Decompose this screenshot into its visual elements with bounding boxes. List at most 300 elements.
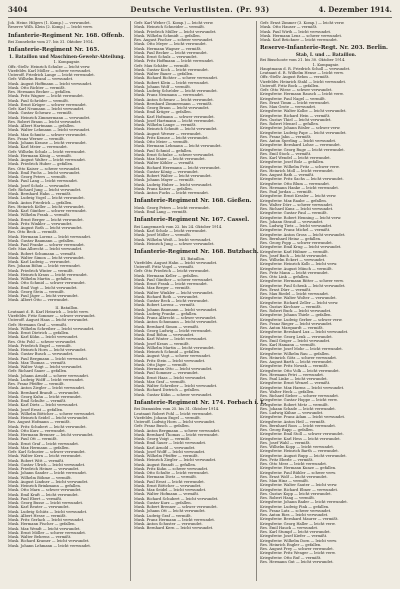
casualty-entry: Res. Wilhelm Eckert — verwundet. [260,258,326,262]
casualty-entry: Kriegsfreiw. Paul Bühler — schwer verw. [260,470,337,475]
casualty-entry: Musk. Fritz Krause — leicht verwundet. [134,135,209,140]
casualty-entry: Musk. Friedrich Müller — leicht verwundet. [134,29,217,34]
casualty-entry: Musk. Max Thomas — vermißt. [8,360,67,365]
casualty-entry: Musk. Bernhard Kern — leicht verwundet. [134,526,214,531]
casualty-entry: Res. Gustav Thiel — leicht verwundet. [260,117,332,122]
casualty-entry: Bei Bixschoote vom 21. bis 30. Oktober 1914. [260,58,346,63]
casualty-entry: Res. Franz Jahn — vermißt. [260,134,312,139]
casualty-entry: Musk. Wilhelm Weiß — leicht verwundet. [134,237,212,242]
casualty-entry: Musk. Georg Voigt — vermißt. [134,437,191,441]
casualty-entry: Musk. Otto Meier — vermißt. [134,140,189,144]
casualty-entry: Musk. Albert Hesse — vermißt. [8,513,67,518]
casualty-entry: Kriegsfreiw. Emil Stoll — schwer verwundet. [260,432,344,437]
casualty-entry: Res. Fritz Mann — leicht verwundet. [260,270,329,275]
casualty-entry: Musk. Georg Peters — leicht verwundet. [134,205,210,210]
casualty-entry: Musk. Ernst Schulz — verwundet. [134,55,198,59]
casualty-entry: Kriegsfreiw. Wilhelm Fritz — schwer verw. [260,164,340,169]
casualty-entry: Kriegsfreiw. Robert Henning — leicht verw. [260,215,342,220]
casualty-entry: Kriegsfreiw. August Rupp — leicht verwundet. [260,453,347,458]
casualty-entry: Musk. Bernhard Brandt — verwundet. [8,390,80,395]
casualty-entry: Res. August Rath — vermißt. [260,173,315,177]
casualty-entry: Res. Johann Böhm — leicht verwundet. [8,264,81,269]
casualty-entry: Musk. Anton Schumann — leicht verwundet. [134,320,218,325]
casualty-entry: Res. Emil Hauck — verwundet. [260,525,319,530]
casualty-entry: Musk. Franz Kaiser — gefallen. [134,186,193,191]
casualty-entry: Hauptmann d. R. Friedrich Scholl — verwundet. [260,66,351,71]
casualty-entry: Kriegsfreiw. Franz Michel — vermißt. [260,228,331,233]
casualty-entry: Kriegsfreiw. Heinrich Barth — verwundet. [260,449,339,454]
casualty-entry: Kriegsfreiw. Ludwig Pape — leicht verwundet. [260,130,347,135]
casualty-entry: Res. Hermann Becker — gefallen. [8,90,72,94]
unit-heading: III. Bataillon. [180,256,206,261]
casualty-entry: Offz.-Stellv. Heinrich Schulze — leicht verw. [8,64,91,69]
casualty-entry: Musk. Ernst Dietrich — gefallen. [8,331,70,335]
page-number: 3404 [8,5,28,14]
casualty-entry: Musk. Josef Hartmann — leicht verwundet. [134,118,215,123]
casualty-entry: Musk. Richard Roth — verwundet. [134,294,199,299]
casualty-entry: Musk. Gustav Busch — verwundet. [8,352,74,357]
casualty-entry: Gefr. Richard Jung — leicht verwundet. [8,187,82,192]
casualty-entry: Bei Zonnebeke vom 27. bis 31. Oktober 1914. [8,40,94,44]
regiment-heading: Infanterie-Regiment Nr. 168. Butzbach. [134,249,259,255]
casualty-entry: Kriegsfreiw. Otto Ruf — vermißt. [260,555,322,560]
casualty-entry: Musk. Paul Ernst — leicht verwundet. [134,479,205,484]
casualty-entry: Res. Fritz Eberle — vermißt. [260,457,314,462]
casualty-entry: Res. Hermann Petri — verwundet. [260,372,325,377]
casualty-entry: Musk. Ludwig Schröder — leicht verwundet. [134,89,218,93]
casualty-entry: Musk. Karl Arnold — verwundet. [134,445,196,450]
casualty-entry: Musk. Anton Friedrich — gefallen. [8,200,73,205]
casualty-entry: Musk. Robert Walter — leicht verwundet. [134,174,212,178]
casualty-entry: Kriegsfreiw. Otto Blum — verwundet. [260,181,330,186]
unit-heading: 1. Kompagnie. [53,60,81,65]
casualty-entry: Musk. Albert Otto — verwundet. [8,298,69,303]
casualty-entry: Res. Max Grote — verwundet. [260,105,317,109]
casualty-entry: Musk. August Hoffmann — leicht verwundet. [8,81,93,86]
casualty-entry: Res. Hermann Gut — leicht verwundet. [260,559,334,564]
casualty-entry: Bei Dixmuiden vom 25. bis 31. Oktober 1914. [134,407,220,412]
casualty-entry: Musk. Ludwig Schütz — leicht verwundet. [8,509,88,514]
casualty-entry: Musk. Max Berger — vermißt. [134,286,191,291]
casualty-entry: Unteroff. Ludwig Horn — leicht verwundet. [134,420,216,424]
casualty-entry: Musk. Bernhard Zimmermann — vermißt. [134,101,213,106]
casualty-entry: Musk. Otto Schmid — schwer verwundet. [8,281,86,286]
casualty-entry: Res. Josef Wahl — vermißt. [260,440,311,445]
casualty-entry: Musk. Gustav Koch — leicht verwundet. [134,67,209,72]
casualty-entry: Res. Gustav Kopp — leicht verwundet. [260,491,332,496]
casualty-entry: Musk. Anton Ziegler — leicht verwundet. [8,386,86,391]
casualty-entry: Musk. Ernst Möller — schwer verwundet. [8,530,87,535]
casualty-entry: Musk. Bernhard Hahn — vermißt. [8,192,72,196]
casualty-entry: Res. Otto Link — gefallen. [260,275,310,279]
casualty-entry: Res. Richard Kunz — leicht verwundet. [260,207,334,211]
casualty-entry: Musk. Max Wendt — leicht verwundet. [8,526,81,531]
casualty-entry: Musk. Walter Kern — leicht verwundet. [8,454,82,459]
casualty-entry: Kriegsfreiw. Otto Volk — leicht verwundet. [260,368,340,373]
casualty-entry: Musk. Ludwig Vogel — leicht verwundet. [8,196,85,201]
column-divider [256,21,257,581]
casualty-entry: Res. Heinrich Engler — gefallen. [260,542,322,547]
casualty-entry: Musk. Wilhelm Martin — gefallen. [8,277,73,281]
casualty-entry: Res. Josef Bach — leicht verwundet. [260,253,328,258]
casualty-entry: Musk. Hermann Brenner — leicht verwundet. [8,433,94,437]
casualty-entry: Musk. Otto Kurz — verwundet. [8,428,66,433]
casualty-entry: Musk. Paul Ott — vermißt. [8,437,58,442]
casualty-entry: Musk. Fritz Stein — leicht verwundet. [134,358,206,363]
casualty-entry: Musk. Johann Krause — leicht verwundet. [8,141,87,145]
casualty-entry: Kriegsfreiw. Bernhard Maurer — vermißt. [260,517,339,522]
casualty-entry: Res. Paul Linke — leicht verwundet. [260,377,328,381]
casualty-entry: Kriegsfreiw. Wilhelm Rau — gefallen. [260,351,330,356]
casualty-entry: Gefr. Karl Weber (1. Komp.) — leicht verw. [134,21,214,25]
casualty-entry: Musk. Gustav Baumann — gefallen. [8,238,75,243]
regiment-heading: Reserve-Infanterie-Regt. Nr. 203. Berlin. [260,45,388,52]
casualty-entry: Musk. Paul Ebert — vermißt. [8,496,63,501]
casualty-entry: Res. August Hofmann — vermißt. [8,420,71,425]
casualty-entry: Musk. Friedrich Heinze — verwundet. [8,467,80,471]
casualty-entry: Kriegsfreiw. Gustav Hoppe — leicht verw. [260,398,338,403]
casualty-entry: Kriegsfreiw. Hermann Ritter — schwer verw. [260,279,344,284]
casualty-entry: Musk. August Werner — verwundet. [134,131,202,136]
casualty-entry: Gefr. Karl Neumann — leicht verwundet. [8,107,85,111]
unit-heading: 1. Kompagnie. [312,62,340,67]
casualty-entry: Musk. Karl Winter — leicht verwundet. [134,337,208,342]
casualty-entry: Res. Ernst Dürr — vermißt. [260,287,312,292]
casualty-entry: Musk. Johann Lehmann — leicht verwundet. [8,543,92,548]
casualty-entry: Musk. Heinrich Kraus — leicht verwundet. [8,272,88,277]
casualty-entry: Kriegsfreiw. Anton Heil — vermißt. [260,419,326,424]
casualty-entry: Joh. Heinr. Hilgers (1. Komp.) — verwundet. [8,21,91,25]
casualty-entry: Musk. Gustav Beck — leicht verwundet. [134,299,209,303]
casualty-entry: Kriegsfreiw. Georg Lenk — verwundet. [260,334,333,339]
casualty-entry: Musk. Ernst Krüger — schwer verwundet. [8,102,87,107]
casualty-entry: Musk. Richard Richter — schwer verwundet. [134,76,219,81]
casualty-entry: Musk. Heinrich Schneider — vermißt. [134,25,205,30]
regiment-heading: Infanterie-Regiment Nr. 167. Cassel. [134,217,250,224]
casualty-entry: Musk. Otto Hauser — vermißt. [260,25,318,30]
casualty-entry: Res. Emil Stock — vermißt. [260,151,312,156]
casualty-entry: Musk. Paul Jäger — leicht verwundet. [8,294,79,298]
casualty-entry: Unteroff. Fritz Vogel — vermißt. [134,265,195,269]
casualty-entry: Musk. Walter Bauer — gefallen. [134,72,194,76]
casualty-entry: Res. Karl Wendel — leicht verwundet. [260,156,331,160]
casualty-entry: Res. Franz Werner — vermißt. [8,136,65,141]
casualty-entry: Kriegsfreiw. Max Raabe — gefallen. [260,198,327,203]
casualty-entry: Musk. Max Hermann — gefallen. [8,445,70,450]
casualty-entry: Res. Georg Popp — schwer verwundet. [260,241,333,245]
casualty-entry: Vizefeldw. August Hahn — leicht verwundet. [134,260,218,265]
casualty-entry: Musk. Max Graf — vermißt. [134,379,186,384]
casualty-entry: Res. Ludwig Tietz — leicht verwundet. [260,224,333,228]
casualty-entry: Musk. Heinrich Schmitt — leicht verwundet. [134,127,218,132]
casualty-entry: Musk. Ernst Haas — leicht verwundet. [134,375,207,380]
casualty-entry: Res. Heinrich Keller — leicht verwundet. [8,204,85,209]
casualty-entry: Res. Robert Buck — leicht verwundet. [260,309,332,313]
casualty-entry: Res. Anton Marquardt — vermißt. [260,326,324,330]
casualty-entry: Musk. Fritz Kuhn — schwer verwundet. [134,466,209,471]
casualty-entry: Musk. Heinrich Schmid — gefallen. [134,350,201,354]
casualty-entry: Musk. Johann Wolf — vermißt. [134,84,191,89]
casualty-entry: Res. Anton Sperling — leicht verwundet. [260,139,337,143]
casualty-entry: Musk. Ludwig Graf — vermißt. [134,513,192,518]
casualty-entry: Musk. Josef Scholz — verwundet. [8,183,71,188]
casualty-entry: Gefr. Otto Friedrich — leicht verwundet. [134,269,210,274]
casualty-entry: Res. Franz Rieger — leicht verwundet. [260,321,333,326]
casualty-entry: Musk. Albert Hartmann — gefallen. [8,124,75,128]
casualty-entry: Musk. Paul Schröder — vermißt. [8,98,69,103]
casualty-entry: Res. Heinrich Moll — leicht verwundet. [260,168,334,173]
casualty-entry: Musk. Josef Möller — vermißt. [134,233,192,238]
casualty-entry: Musk. Paul Sommer — verwundet. [134,371,199,376]
casualty-entry: Musk. Hermann Fischer — gefallen. [8,522,76,527]
casualty-entry: Res. Johann Schade — leicht verwundet. [260,406,336,411]
casualty-entry: Musk. Emil Böhm — verwundet. [134,333,195,337]
casualty-entry: Musk. Friedrich Huber — gefallen. [8,162,74,167]
casualty-entry: Musk. Hermann Dietz — vermißt. [134,475,197,480]
casualty-entry: Musk. Karl Scholz — leicht verwundet. [134,229,207,233]
casualty-entry: Musk. Johann Sander — leicht verwundet. [8,471,88,476]
casualty-entry: Res. Emil Geiger — leicht verwundet. [260,338,331,343]
casualty-entry: Musk. Walter Köhler — vermißt. [134,161,195,166]
casualty-entry: Musk. Walter Behrens — vermißt. [8,535,72,539]
casualty-entry: Unteroff. Fritz Bock — gefallen. [260,83,320,88]
unit-heading: II. Bataillon. [55,305,79,310]
casualty-entry: Musk. Gustav Schwarz — vermißt. [8,111,73,116]
casualty-entry: Musk. Georg Busse — leicht verwundet. [8,501,84,505]
casualty-entry: Gefr. Ernst Zimmer (3. Komp.) — leicht verw. [260,21,345,25]
casualty-entry: Musk. Heinrich Jung — schwer verwundet. [134,241,215,246]
casualty-entry: Res. Ernst Timm — leicht verwundet. [260,100,331,105]
casualty-entry: Res. Max Hinz — vermißt. [260,479,309,483]
casualty-entry: Kriegsfreiw. Josef Kiefer — vermißt. [260,534,328,539]
casualty-entry: Musk. Fritz Schubert — leicht verwundet. [8,424,87,429]
casualty-entry: Musk. Friedrich Winter — vermißt. [8,268,74,273]
casualty-entry: Res. Heinrich Götz — schwer verwundet. [260,355,338,360]
casualty-entry: Musk. Hermann Keller — gefallen. [134,273,199,278]
casualty-entry: Musk. Emil Lang — vermißt. [134,210,188,214]
casualty-entry: Musk. Otto Schulte — leicht verwundet. [134,471,209,475]
casualty-entry: Kriegsfreiw. Heinrich Kolb — leicht verw. [260,262,338,267]
casualty-entry: Musk. Emil Krüger — gefallen. [134,110,192,115]
casualty-entry: Musk. Karl Dietz — leicht verwundet. [8,403,79,408]
casualty-entry: Musk. Franz Albrecht — schwer verwundet. [134,316,217,320]
casualty-entry: Musk. Karl Brückner — leicht verwundet. [260,38,338,42]
column-right [260,21,392,581]
casualty-entry: Musk. Wilhelm Schreiber — leicht verwundet. [8,326,95,331]
casualty-entry: Kriegsfreiw. Johann Rösler — schwer verw. [260,126,341,131]
casualty-entry: Musk. Walter Winkler — leicht verwundet. [134,290,214,295]
casualty-entry: Res. Hermann Hanke — leicht verwundet. [260,185,339,190]
casualty-entry: Gefr. Max Schäfer — vermißt. [134,63,190,68]
casualty-entry: Musk. Hermann Lorenz — leicht verwundet. [8,234,92,239]
casualty-entry: Kriegsfreiw. Fritz Sachs — leicht verwundet. [260,177,344,182]
casualty-entry: Gefr. Max Albrecht — leicht verwundet. [8,247,83,252]
casualty-entry: Vizefeldw. Karl Möller — schwer verwundet. [8,68,92,73]
casualty-entry: Musk. Johann Baumann — leicht verwundet. [134,307,218,312]
casualty-entry: Musk. Fritz Gerlach — leicht verwundet. [8,518,85,522]
casualty-entry: Kriegsfreiw. Ernst Kessler — leicht verw. [260,194,337,199]
casualty-entry: Musk. Walter Schreiber — leicht verwundet. [134,384,218,388]
casualty-entry: Res. Richard Sieber — schwer verwundet. [260,394,340,398]
casualty-entry: Kriegsfreiw. Richard Hein — vermißt. [260,113,331,118]
casualty-entry: Gefr. Wilhelm Brand — verwundet. [8,77,74,82]
casualty-entry: Musk. Wilhelm Lange — vermißt. [134,123,197,127]
casualty-entry: Unteroff. August Haas — leicht verwundet. [8,318,89,323]
casualty-entry: Musk. Johann Arnold — schwer verwundet. [8,373,90,378]
casualty-entry: Musk. Josef Kraus — vermißt. [134,341,190,346]
casualty-entry: Kriegsfreiw. Ernst Wenzel — vermißt. [260,381,331,386]
casualty-entry: Musk. Emil Kraft — leicht verwundet. [8,492,79,497]
casualty-entry: Musk. Heinrich Zimmermann — verwundet. [8,115,91,120]
casualty-entry: Res. Anton Ries — leicht verwundet. [260,513,329,517]
casualty-entry: Musk. Emil Schulte — vermißt. [8,399,67,403]
page-title: Deutsche Verlustlisten. (Pr. 93) [130,5,270,14]
casualty-entry: Musk. Paul Becker — leicht verwundet. [134,50,208,55]
casualty-entry: Res. Otto Beck — vermißt. [8,230,58,235]
casualty-entry: Musk. Richard Kramer — leicht verwundet. [8,539,90,544]
casualty-entry: Kriegsfreiw. Bernhard Lux — leicht verwundet. [260,330,349,335]
casualty-entry: Musk. Paul Schmid — gefallen. [134,148,193,153]
casualty-entry: Kriegsfreiw. Ludwig Fink — gefallen. [260,504,330,509]
casualty-entry: Musk. Johann Mayer — vermißt. [134,178,195,183]
casualty-entry: Kriegsfreiw. Walter Wolter — verwundet. [260,296,337,301]
casualty-entry: Res. Robert Braun — leicht verwundet. [8,119,82,124]
casualty-entry: Musk. Franz Neumann — verwundet. [134,93,205,98]
casualty-entry: Kriegsfreiw. Georg Haller — leicht verw. [260,521,336,526]
casualty-entry: Res. Karl Stumpf — leicht verwundet. [260,530,331,534]
casualty-entry: Musk. Robert Lorenz — vermißt. [134,303,196,308]
casualty-entry: Musk. Fritz Hoffmann — leicht verwundet. [134,59,215,64]
casualty-entry: Leutnant d. R. Karl Heinrich — leicht verw. [8,309,89,314]
casualty-entry: Musk. Heinrich Horn — leicht verwundet. [8,348,87,352]
casualty-entry: Musk. Georg Peters — vermißt. [8,175,67,179]
casualty-entry: Musk. August Lindner — leicht verwundet. [8,479,89,484]
casualty-entry: Musk. Walter Voigt — leicht verwundet. [8,365,83,369]
casualty-entry: Musk. Gustav Kurz — gefallen. [134,500,192,505]
casualty-entry: Musk. Ernst Frank — leicht verwundet. [134,282,208,286]
casualty-entry: Musk. Wilhelm Frank — vermißt. [8,213,71,218]
casualty-entry: Musk. Ludwig Huber — leicht verwundet. [134,182,213,187]
casualty-entry: Musk. Georg Stein — vermißt. [8,289,65,294]
casualty-entry: Musk. Heinrich Brinkmann — gefallen. [8,484,82,488]
casualty-entry: Reserve Wilh. Klein (2. Komp.) — leicht verw. [8,25,93,30]
casualty-entry: Kriegsfreiw. Karl Hess — leicht verwundet. [260,436,341,441]
casualty-entry: Musk. Richard Schubert — leicht verwundet. [134,496,219,501]
casualty-entry: Musk. Heinrich Ziegler — leicht verwundet. [134,458,217,463]
casualty-entry: Musk. Georg Braun — leicht verwundet. [134,106,210,110]
casualty-entry: Kriegsfreiw. Walter Sauter — leicht verw. [260,483,338,488]
casualty-entry: Gefr. Franz Busch — gefallen. [134,424,190,429]
casualty-entry: Musk. Gustav Ulrich — leicht verwundet. [8,462,86,467]
casualty-entry: Kriegsfreiw. Richard Ebner — verwundet. [260,487,339,492]
casualty-entry: Musk. Hermann Wagner — vermißt. [134,46,202,51]
casualty-entry: Kriegsfreiw. Paul Schenk — leicht verwundet. [260,283,346,288]
casualty-entry: Res. Karl Hamann — vermißt. [260,343,316,347]
casualty-entry: Kriegsfreiw. Karl Hübner — vermißt. [260,249,329,254]
casualty-entry: Musk. Paul Bergmann — leicht verwundet. [8,356,89,361]
casualty-entry: Res. Bernhard Roos — leicht verwundet. [260,423,337,428]
casualty-entry: Res. Robert Haag — vermißt. [260,496,315,500]
casualty-entry: Res. Johann Strauß — verwundet. [260,219,324,224]
casualty-entry: Res. Ernst Wolf — leicht verwundet. [260,474,328,479]
casualty-entry: Gefr. Hermann Graf — vermißt. [8,322,68,327]
casualty-entry: Res. Paul Jordan — vermißt. [260,190,313,194]
casualty-entry: Musk. Josef Ernst — gefallen. [8,407,64,412]
casualty-entry: Leutnant Robert Pohl — leicht verwundet. [134,411,213,416]
casualty-entry: Leutnant d. R. Wilhelm Hense — leicht verw. [260,71,344,75]
casualty-entry: Offz.-Stellv. August Rehm — vermißt. [260,75,330,80]
casualty-entry: Musk. August Walter — leicht verwundet. [8,158,87,162]
casualty-entry: Musk. Hermann Otto — leicht verwundet. [134,367,213,371]
casualty-entry: Musk. Johann Ott — leicht verwundet. [134,509,206,514]
casualty-entry: Musk. August Roth — leicht verwundet. [8,226,83,230]
casualty-entry: Musk. Ludwig Franke — gefallen. [134,311,198,316]
casualty-entry: Kriegsfreiw. Richard Zeller — leicht verw. [260,300,339,305]
casualty-entry: Musk. Fritz Wagner — leicht verwundet. [8,94,84,99]
casualty-entry: Musk. Otto Jäger — vermißt. [134,362,188,367]
casualty-entry: Kriegsfreiw. Josef Bolz — gefallen. [260,160,325,165]
casualty-entry: Kriegsfreiw. Emil Krug — leicht verwundet. [260,245,342,250]
casualty-entry: Musk. Emil Vogt — leicht verwundet. [8,285,78,290]
casualty-entry: Musk. Heinrich Seidel — leicht verwundet. [8,416,89,420]
casualty-entry: Musk. Fritz Winkler — verwundet. [8,221,73,226]
casualty-entry: Musk. Max Seidel — leicht verwundet. [134,488,207,492]
casualty-entry: Musk. Walter Hofmann — vermißt. [134,492,200,497]
casualty-entry: Musk. Georg Ludwig — leicht verwundet. [134,328,212,333]
casualty-entry: Musk. Max Schmitz — schwer verwundet. [8,132,87,137]
casualty-entry: Musk. Karl Ludwig — verwundet. [8,260,71,264]
casualty-entry: Musk. Bernhard Simon — vermißt. [134,324,200,329]
casualty-entry: Musk. Ernst Schulze — schwer verwundet. [134,152,215,157]
casualty-entry: Kriegsfreiw. Johann Bader — leicht verwundet. [260,500,348,505]
casualty-entry: Kriegsfreiw. Fritz Nowak — vermißt. [260,364,329,369]
casualty-entry: Res. Georg Rapp — gefallen. [260,428,314,432]
casualty-entry: Kriegsfreiw. Hermann Kunze — gefallen. [260,466,337,471]
casualty-entry: Musk. Anton Schwarz — leicht verwundet. [134,97,214,102]
casualty-entry: Musk. Robert Brenner — schwer verwundet. [134,505,218,509]
casualty-entry: Musk. Robert Witt — vermißt. [8,458,65,463]
casualty-entry: Res. Otto Merz — leicht verwundet. [260,462,328,466]
casualty-entry: Musk. Ernst Graf — leicht verwundet. [8,441,80,446]
casualty-entry: Res. Ludwig Kühne — verwundet. [260,411,324,415]
casualty-entry: Gefr. Wilhelm Schulz — leicht verwundet. [8,149,86,154]
casualty-entry: Musk. Wilhelm Pfeiffer — vermißt. [134,454,199,458]
casualty-entry: Musk. Josef Wolff — leicht verwundet. [134,449,206,454]
casualty-entry: Res. Franz Lutz — schwer verwundet. [260,508,332,513]
casualty-entry: Musk. Richard Dietrich — gefallen. [134,388,200,393]
casualty-entry: Musk. Robert Klein — leicht verwundet. [134,80,210,85]
casualty-entry: Res. Otto Kaiser — schwer verwundet. [8,166,81,171]
casualty-entry: Musk. Paul Lang — leicht verwundet. [8,179,79,184]
casualty-entry: Musk. Friedrich Engel — vermißt. [8,343,72,348]
casualty-entry: Musk. Karl Hofmann — schwer verwundet. [134,114,215,119]
casualty-entry: Musk. Wilhelm Böttcher — schwer verwundet. [8,411,96,416]
column-middle [134,21,267,581]
regiment-heading: Infanterie-Regiment Nr. 165. [8,47,100,54]
casualty-entry: Res. Franz Pfeiffer — vermißt. [8,382,65,386]
casualty-entry: Kriegsfreiw. Hermann Rausch — leicht verw. [260,92,344,97]
column-left [8,21,126,581]
casualty-entry: Musk. Georg Kuhn — leicht verwundet. [8,394,82,399]
casualty-entry: Musk. Paul Wirth — leicht verwundet. [260,29,332,34]
casualty-entry: Kriegsfreiw. Ludwig Gerber — schwer verw. [260,317,343,322]
casualty-entry: Musk. Hermann Lehmann — leicht verwundet. [134,144,222,149]
casualty-entry: Musk. Anton Schuster — verwundet. [134,522,203,526]
regiment-heading: Infanterie-Regiment Nr. 168. Gießen. [134,198,252,205]
casualty-entry: Musk. Gustav Kühn — schwer verwundet. [134,392,213,397]
casualty-entry: Kriegsfreiw. Walter Kolbe — leicht verwundet. [260,109,347,114]
casualty-entry: Musk. Wilhelm Böhme — vermißt. [8,475,72,480]
